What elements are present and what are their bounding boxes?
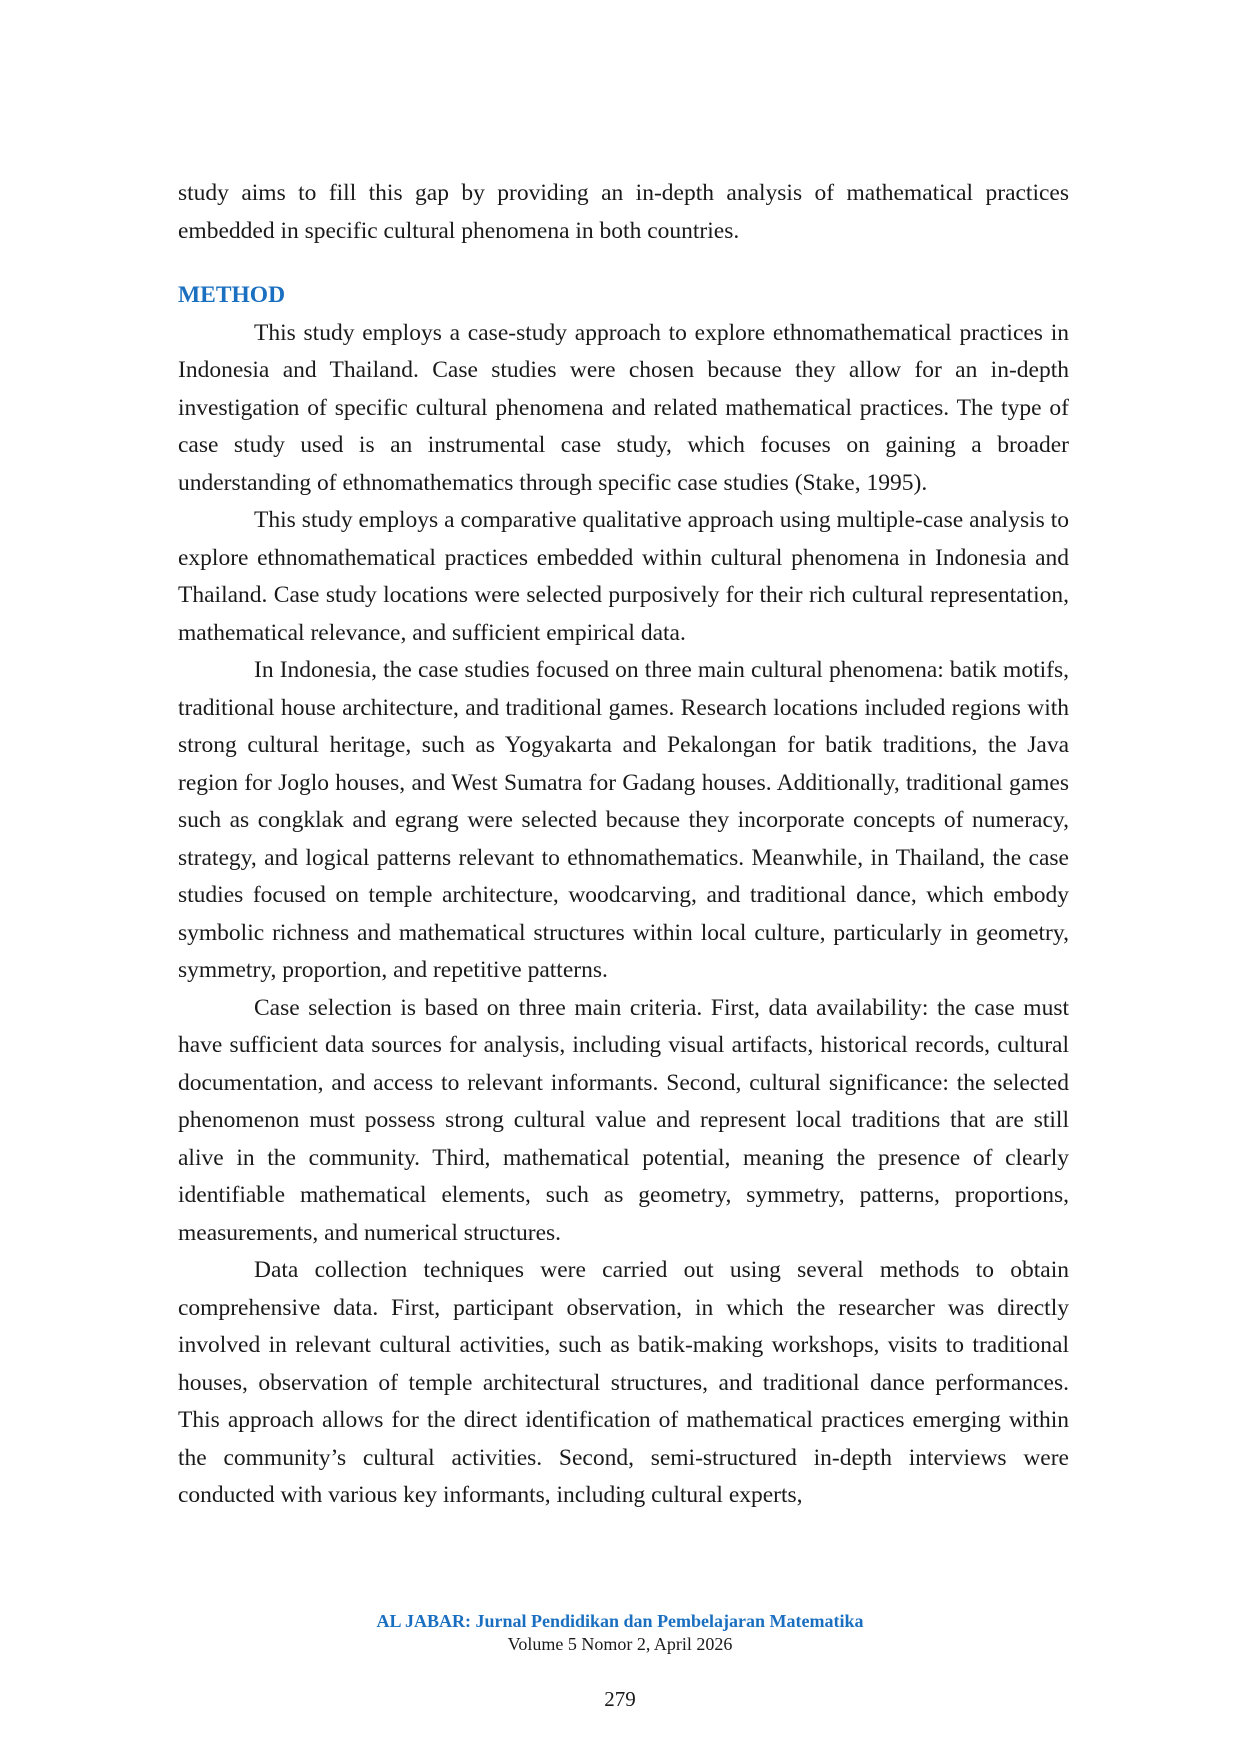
- intro-paragraph: study aims to fill this gap by providing an in-depth analysis of mathematical practices embedded in specific cultural phenomena in both countries.: [178, 180, 1069, 244]
- method-paragraph-3: In Indonesia, the case studies focused on three main cultural phenomena: batik motifs, traditional house architecture, and traditional games. Research locations included regions with strong cultural heritage, such as Yogyakarta and Pekalongan for batik traditions, the Java region for Joglo houses, and West Sumatra for Gadang houses. Additionally, traditional games such as congklak and egrang were selected because they incorporate concepts of numeracy, strategy, and logical patterns relevant to ethnomathematics. Meanwhile, in Thailand, the case studies focused on temple architecture, woodcarving, and traditional dance, which embody symbolic richness and mathematical structures within local culture, particularly in geometry, symmetry, proportion, and repetitive patterns.: [178, 657, 1069, 983]
- page-body: [178, 175, 1069, 1515]
- journal-title: AL JABAR: Jurnal Pendidikan dan Pembelajaran Matematika: [376, 1611, 864, 1631]
- method-paragraph-5: Data collection techniques were carried out using several methods to obtain comprehensive data. First, participant observation, in which the researcher was directly involved in relevant cultural activities, such as batik-making workshops, visits to traditional houses, observation of temple architectural structures, and traditional dance performances. This approach allows for the direct identification of mathematical practices emerging within the community’s cultural activities. Second, semi-structured in-depth interviews were conducted with various key informants, including cultural experts,: [178, 1257, 1069, 1508]
- method-paragraph-4: Case selection is based on three main criteria. First, data availability: the case must have sufficient data sources for analysis, including visual artifacts, historical records, cultural documentation, and access to relevant informants. Second, cultural significance: the selected phenomenon must possess strong cultural value and represent local traditions that are still alive in the community. Third, mathematical potential, meaning the presence of clearly identifiable mathematical elements, such as geometry, symmetry, patterns, proportions, measurements, and numerical structures.: [178, 994, 1069, 1246]
- method-heading: METHOD: [178, 282, 286, 308]
- method-paragraph-1: This study employs a case-study approach to explore ethnomathematical practices in Indonesia and Thailand. Case studies were chosen because they allow for an in-depth investigation of specific cultural phenomena and related mathematical practices. The type of case study used is an instrumental case study, which focuses on gaining a broader understanding of ethnomathematics through specific case studies (Stake, 1995).: [178, 319, 1069, 496]
- page-number: 279: [604, 1687, 636, 1711]
- method-paragraph-2: This study employs a comparative qualitative approach using multiple-case analysis to explore ethnomathematical practices embedded within cultural phenomena in Indonesia and Thailand. Case study locations were selected purposively for their rich cultural representation, mathematical relevance, and sufficient empirical data.: [178, 507, 1069, 646]
- journal-volume: Volume 5 Nomor 2, April 2026: [507, 1634, 733, 1654]
- journal-footer: [0, 1609, 1240, 1655]
